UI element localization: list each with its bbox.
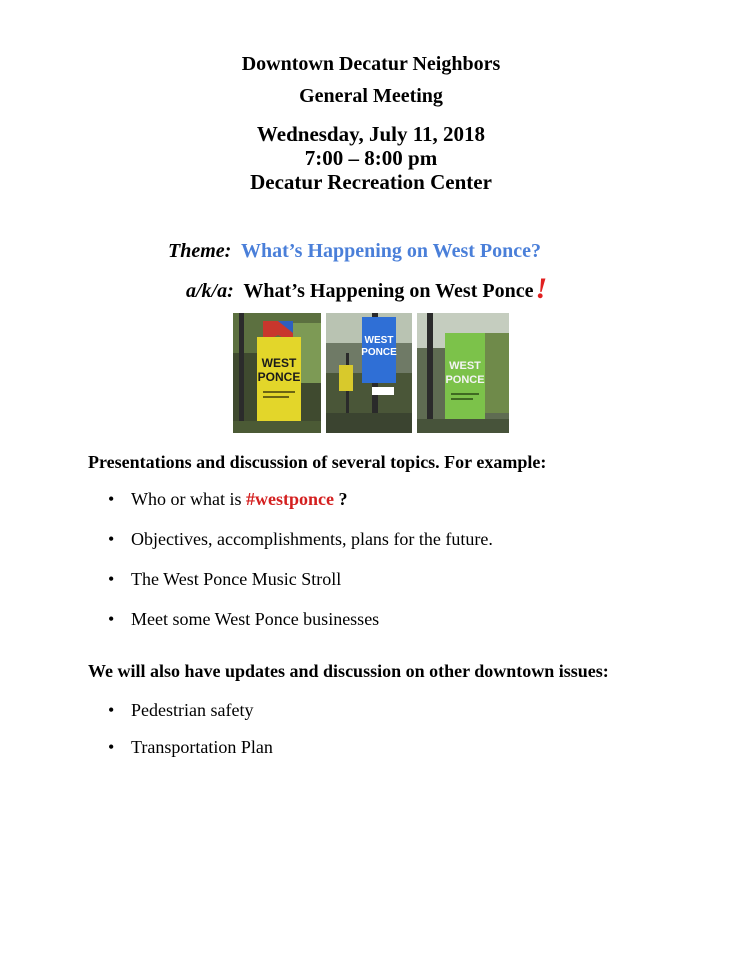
list-item: • Meet some West Ponce businesses <box>108 609 493 649</box>
section2-heading: We will also have updates and discussion on other downtown issues: <box>88 661 609 681</box>
section1-list <box>108 489 493 649</box>
theme-text: What’s Happening on West Ponce? <box>240 240 541 262</box>
list-item <box>108 489 493 529</box>
list-item: • The West Ponce Music Stroll <box>108 569 493 609</box>
org-name: Downtown Decatur Neighbors <box>241 53 501 75</box>
banner3-line1: WEST <box>449 360 481 372</box>
banner-photo-green-image <box>417 313 509 433</box>
theme-label: Theme: <box>168 240 232 262</box>
westponce-hashtag: #westponce <box>245 489 334 509</box>
banner2-line2: PONCE <box>361 347 397 358</box>
item1-prefix: Who or what is <box>131 489 242 509</box>
banner1-line1: WEST <box>261 356 297 370</box>
aka-line <box>186 271 547 305</box>
banner3-line2: PONCE <box>445 374 485 386</box>
meeting-venue: Decatur Recreation Center <box>250 170 492 194</box>
banner-photo-blue-image <box>326 313 412 433</box>
aka-label: a/k/a: <box>186 280 234 302</box>
meeting-date: Wednesday, July 11, 2018 <box>256 122 486 146</box>
meeting-title: General Meeting <box>299 85 443 107</box>
banner-photo-green <box>417 313 509 433</box>
banner-photo-yellow-image <box>233 313 321 433</box>
list-item: • Transportation Plan <box>108 737 273 774</box>
banner-photo-yellow <box>233 313 321 433</box>
banner1-line2: PONCE <box>257 370 301 384</box>
banner2-line1: WEST <box>364 335 394 346</box>
list-item: • Pedestrian safety <box>108 700 273 737</box>
list-item: • Objectives, accomplishments, plans for the future. <box>108 529 493 569</box>
item1-suffix: ? <box>338 489 348 509</box>
theme-line <box>168 240 541 263</box>
exclamation-mark: ! <box>535 272 548 305</box>
aka-text: What’s Happening on West Ponce <box>243 280 534 302</box>
meeting-details <box>0 122 742 194</box>
meeting-time: 7:00 – 8:00 pm <box>304 146 438 170</box>
section1-heading: Presentations and discussion of several topics. For example: <box>88 452 547 472</box>
banner-photo-blue <box>326 313 412 433</box>
section2-list <box>108 700 273 774</box>
